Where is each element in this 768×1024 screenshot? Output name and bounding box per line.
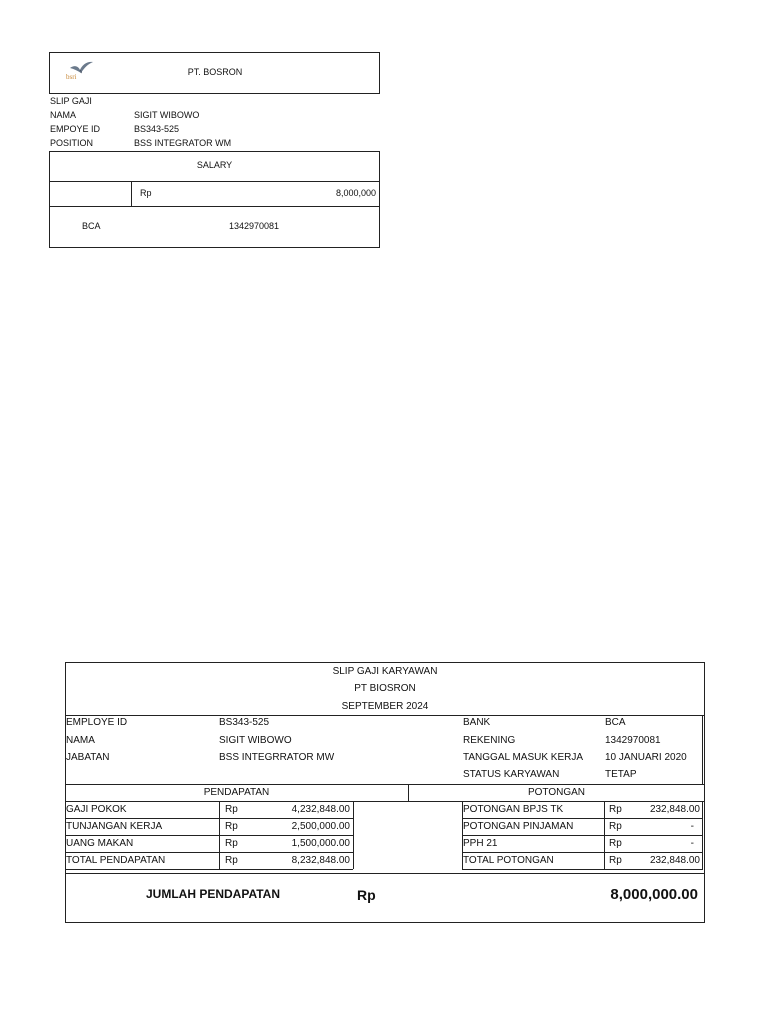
pendapatan-amount: 1,500,000.00 [291, 838, 350, 849]
potongan-currency: Rp [609, 804, 622, 815]
divider [131, 181, 132, 206]
total-pendapatan-label: TOTAL PENDAPATAN [66, 855, 166, 866]
salary-header: SALARY [196, 160, 233, 170]
info-value-jabatan: BSS INTEGRRATOR MW [219, 752, 335, 763]
divider [65, 818, 353, 819]
field-value-nama: SIGIT WIBOWO [134, 110, 200, 120]
pendapatan-currency: Rp [225, 838, 238, 849]
divider [65, 784, 705, 785]
divider [65, 869, 353, 870]
info-label-employee-id: EMPLOYE ID [66, 717, 128, 728]
pendapatan-currency: Rp [225, 821, 238, 832]
pendapatan-label: TUNJANGAN KERJA [66, 821, 163, 832]
pendapatan-amount: 2,500,000.00 [291, 821, 350, 832]
divider [702, 715, 703, 784]
salary-amount: 8,000,000 [335, 188, 376, 198]
slip-title-line-3: SEPTEMBER 2024 [341, 701, 429, 712]
info-label-nama: NAMA [66, 735, 95, 746]
jumlah-amount: 8,000,000.00 [610, 886, 698, 903]
total-potongan-label: TOTAL POTONGAN [463, 855, 554, 866]
info-value-bank: BCA [605, 717, 626, 728]
slip-title-line-2: PT BIOSRON [354, 683, 416, 694]
info-value-tanggal-masuk: 10 JANUARI 2020 [605, 752, 687, 763]
pendapatan-currency: Rp [225, 804, 238, 815]
bank-name: BCA [82, 221, 101, 231]
divider [65, 801, 705, 802]
potongan-header: POTONGAN [527, 787, 586, 798]
divider [462, 852, 703, 853]
potongan-amount: - [690, 821, 694, 832]
field-label-employee-id: EMPOYE ID [50, 124, 101, 134]
jumlah-pendapatan-label: JUMLAH PENDAPATAN [146, 887, 280, 901]
info-value-employee-id: BS343-525 [219, 717, 270, 728]
field-value-position: BSS INTEGRATOR WM [134, 138, 232, 148]
potongan-currency: Rp [609, 838, 622, 849]
total-pendapatan-currency: Rp [225, 855, 238, 866]
divider [65, 873, 705, 874]
divider [65, 852, 353, 853]
potongan-amount: 232,848.00 [649, 804, 700, 815]
info-label-status: STATUS KARYAWAN [463, 769, 560, 780]
field-label-position: POSITION [50, 138, 94, 148]
slip-title-line-1: SLIP GAJI KARYAWAN [332, 666, 438, 677]
logo-text: bsri [66, 73, 77, 81]
potongan-currency: Rp [609, 821, 622, 832]
info-label-bank: BANK [463, 717, 491, 728]
pendapatan-label: GAJI POKOK [66, 804, 127, 815]
potongan-label: POTONGAN BPJS TK [463, 804, 564, 815]
divider [49, 206, 380, 207]
jumlah-currency: Rp [357, 887, 376, 903]
salary-currency: Rp [140, 188, 152, 198]
info-value-nama: SIGIT WIBOWO [219, 735, 292, 746]
divider [462, 835, 703, 836]
potongan-amount: - [690, 838, 694, 849]
info-label-jabatan: JABATAN [66, 752, 110, 763]
total-potongan-currency: Rp [609, 855, 622, 866]
slip-title: SLIP GAJI [50, 96, 92, 106]
total-potongan-amount: 232,848.00 [649, 855, 700, 866]
divider [462, 818, 703, 819]
bank-account: 1342970081 [229, 221, 280, 231]
field-label-nama: NAMA [50, 110, 77, 120]
total-pendapatan-amount: 8,232,848.00 [291, 855, 350, 866]
divider [353, 801, 354, 869]
pendapatan-label: UANG MAKAN [66, 838, 134, 849]
info-value-rekening: 1342970081 [605, 735, 661, 746]
potongan-label: POTONGAN PINJAMAN [463, 821, 574, 832]
pendapatan-amount: 4,232,848.00 [291, 804, 350, 815]
divider [65, 835, 353, 836]
info-label-tanggal-masuk: TANGGAL MASUK KERJA [463, 752, 584, 763]
info-label-rekening: REKENING [463, 735, 516, 746]
divider [65, 715, 705, 716]
potongan-label: PPH 21 [463, 838, 498, 849]
pendapatan-header: PENDAPATAN [203, 787, 270, 798]
divider [49, 181, 380, 182]
field-value-employee-id: BS343-525 [134, 124, 180, 134]
divider [462, 869, 703, 870]
info-value-status: TETAP [605, 769, 637, 780]
company-name: PT. BOSRON [187, 67, 243, 77]
